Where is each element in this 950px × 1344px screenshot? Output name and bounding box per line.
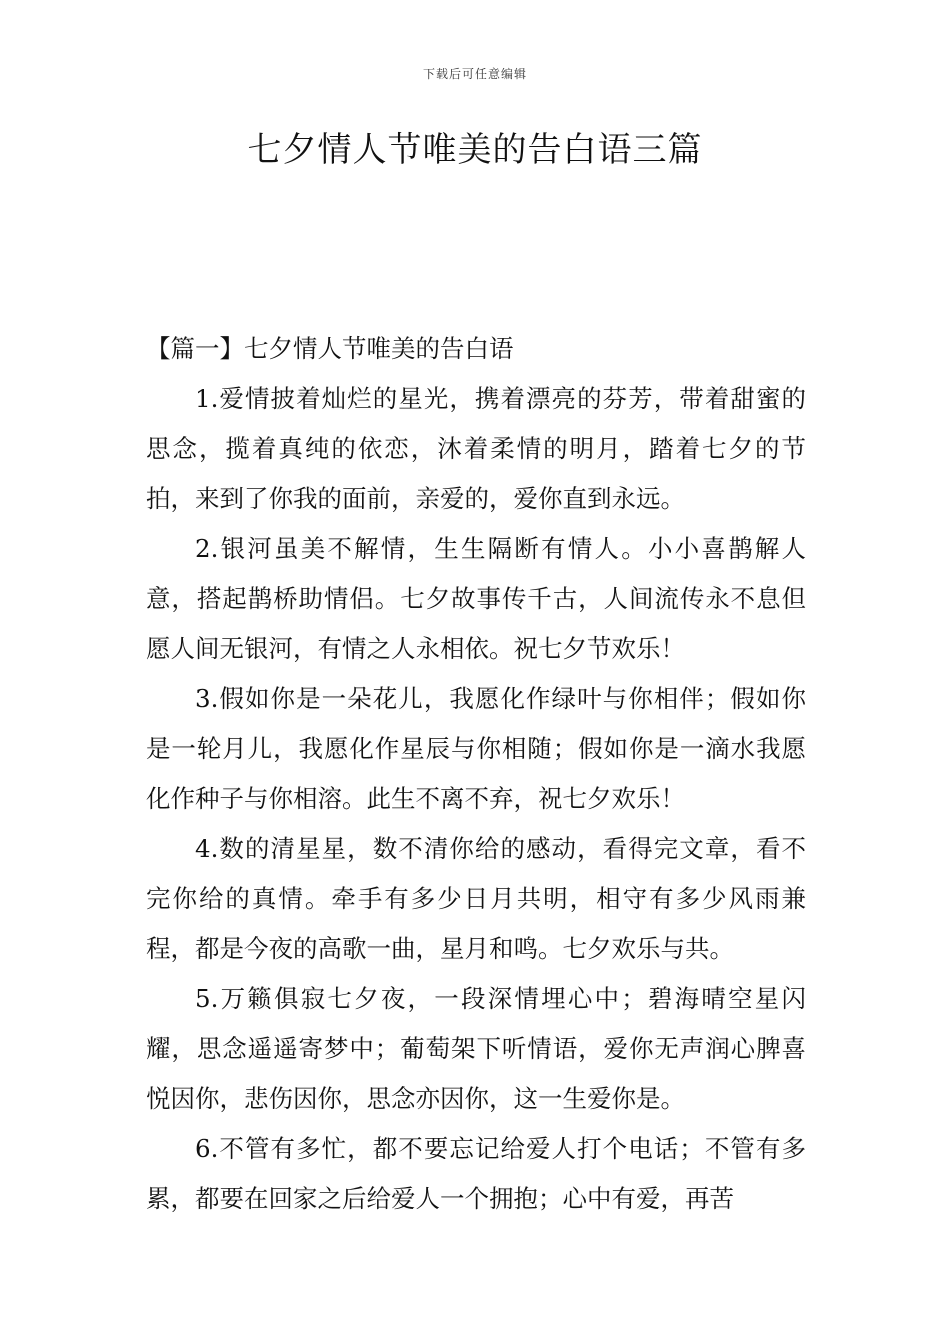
paragraph-5: 5.万籁俱寂七夕夜，一段深情埋心中；碧海晴空星闪耀，思念遥遥寄梦中；葡萄架下听情语，爱你无声润心脾喜悦因你，悲伤因你，思念亦因你，这一生爱你是。 bbox=[146, 984, 806, 1113]
paragraph-6: 6.不管有多忙，都不要忘记给爱人打个电话；不管有多累，都要在回家之后给爱人一个拥抱；心中有爱，再苦 bbox=[146, 1134, 806, 1213]
paragraph-4: 4.数的清星星，数不清你给的感动，看得完文章，看不完你给的真情。牵手有多少日月共明，相守有多少风雨兼程，都是今夜的高歌一曲，星月和鸣。七夕欢乐与共。 bbox=[146, 834, 806, 963]
document-title: 七夕情人节唯美的告白语三篇 bbox=[247, 130, 703, 170]
document-body bbox=[146, 324, 806, 1224]
paragraph-1: 1.爱情披着灿烂的星光，携着漂亮的芬芳，带着甜蜜的思念，揽着真纯的依恋，沐着柔情的明月，踏着七夕的节拍，来到了你我的面前，亲爱的，爱你直到永远。 bbox=[146, 384, 806, 513]
paragraph-3: 3.假如你是一朵花儿，我愿化作绿叶与你相伴；假如你是一轮月儿，我愿化作星辰与你相随；假如你是一滴水我愿化作种子与你相溶。此生不离不弃，祝七夕欢乐！ bbox=[146, 684, 806, 813]
header-note: 下载后可任意编辑 bbox=[422, 67, 527, 81]
paragraph-2: 2.银河虽美不解情，生生隔断有情人。小小喜鹊解人意，搭起鹊桥助情侣。七夕故事传千古，人间流传永不息但愿人间无银河，有情之人永相依。祝七夕节欢乐！ bbox=[146, 534, 806, 663]
section-heading: 【篇一】七夕情人节唯美的告白语 bbox=[146, 334, 514, 363]
